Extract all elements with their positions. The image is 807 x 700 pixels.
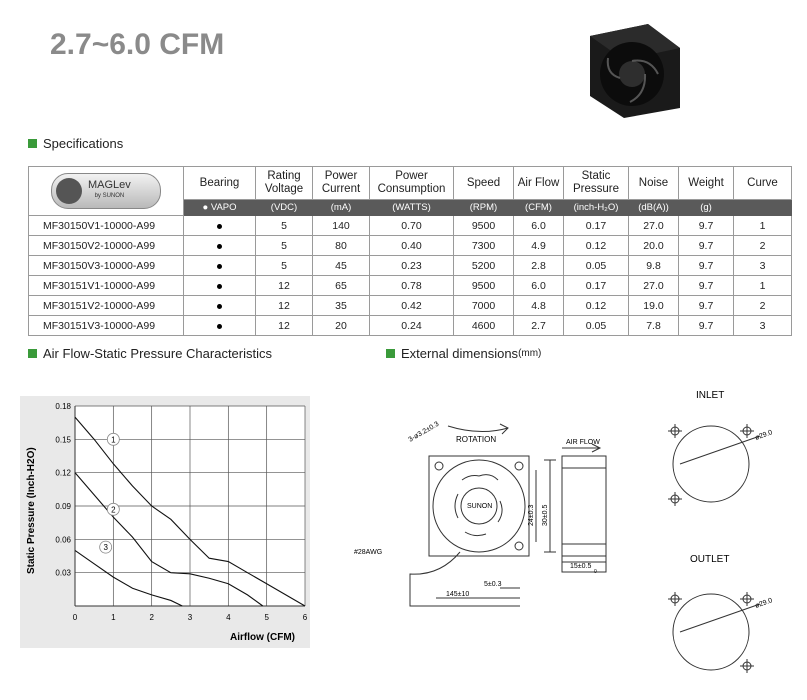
x-tick-label: 2 — [149, 613, 154, 622]
maglev-logo: MAGLev by SUNON — [29, 167, 184, 216]
y-tick-label: 0.15 — [55, 435, 71, 445]
outlet-view — [668, 592, 760, 673]
rotation-label: ROTATION — [456, 435, 497, 444]
bearing-dot-icon — [217, 324, 222, 329]
lead-length-dim: 145±10 — [446, 591, 470, 598]
curve-marker-label: 2 — [111, 505, 116, 515]
y-tick-label: 0.09 — [55, 502, 71, 511]
inlet-diameter: ø29.0 — [754, 429, 774, 442]
pressure-cell: 0.12 — [564, 236, 629, 256]
bearing-dot-icon — [217, 304, 222, 309]
airflow-cell: 2.8 — [514, 256, 564, 276]
noise-cell: 7.8 — [629, 316, 679, 336]
current-cell: 140 — [313, 216, 370, 236]
current-cell: 45 — [313, 256, 370, 276]
bearing-cell — [184, 236, 256, 256]
weight-cell: 9.7 — [679, 256, 734, 276]
strip-length-dim: 5±0.3 — [484, 581, 502, 588]
hole-dimension: 3-ø3.2±0.3 — [407, 420, 441, 444]
thickness-tolerance: 0 — [594, 569, 597, 575]
table-row — [29, 296, 792, 316]
table-row — [29, 276, 792, 296]
model-cell: MF30151V1-10000-A99 — [29, 276, 184, 296]
unit-power: (WATTS) — [370, 200, 454, 216]
bearing-cell — [184, 276, 256, 296]
x-axis-label: Airflow (CFM) — [230, 632, 295, 643]
y-axis-label: Static Pressure (Inch-H2O) — [26, 447, 37, 574]
table-row — [29, 236, 792, 256]
unit-speed: (RPM) — [454, 200, 514, 216]
bearing-dot-icon — [217, 264, 222, 269]
speed-cell: 7300 — [454, 236, 514, 256]
current-cell: 65 — [313, 276, 370, 296]
bearing-dot-icon — [217, 244, 222, 249]
y-tick-label: 0.12 — [55, 468, 71, 478]
unit-airflow: (CFM) — [514, 200, 564, 216]
voltage-cell: 12 — [256, 316, 313, 336]
y-tick-label: 0.18 — [55, 402, 71, 411]
bullet-square-icon — [28, 349, 37, 358]
header-weight: Weight — [679, 167, 734, 200]
speed-cell: 5200 — [454, 256, 514, 276]
x-tick-label: 0 — [72, 613, 78, 622]
y-tick-label: 0.03 — [55, 568, 71, 578]
header-pressure: Static Pressure — [564, 167, 629, 200]
header-airflow: Air Flow — [514, 167, 564, 200]
external-heading: External dimensions (mm) — [386, 346, 541, 361]
bearing-cell — [184, 316, 256, 336]
power-cell: 0.23 — [370, 256, 454, 276]
weight-cell: 9.7 — [679, 276, 734, 296]
frame-size-dim: 30±0.5 — [542, 504, 549, 526]
outlet-diameter: ø29.0 — [754, 597, 774, 610]
current-cell: 35 — [313, 296, 370, 316]
airflow-cell: 2.7 — [514, 316, 564, 336]
fan-product-image — [580, 18, 690, 122]
power-cell: 0.70 — [370, 216, 454, 236]
bullet-square-icon — [386, 349, 395, 358]
noise-cell: 27.0 — [629, 276, 679, 296]
x-tick-label: 4 — [226, 613, 231, 622]
unit-curve — [734, 200, 792, 216]
unit-voltage: (VDC) — [256, 200, 313, 216]
airflow-cell: 6.0 — [514, 216, 564, 236]
noise-cell: 19.0 — [629, 296, 679, 316]
outlet-label: OUTLET — [690, 554, 730, 565]
current-cell: 80 — [313, 236, 370, 256]
header-speed: Speed — [454, 167, 514, 200]
speed-cell: 7000 — [454, 296, 514, 316]
curve-cell: 2 — [734, 296, 792, 316]
noise-cell: 20.0 — [629, 236, 679, 256]
weight-cell: 9.7 — [679, 236, 734, 256]
wire-gauge-label: #28AWG — [354, 549, 383, 556]
model-cell: MF30151V3-10000-A99 — [29, 316, 184, 336]
inlet-label: INLET — [696, 390, 725, 401]
fan-brand-label: SUNON — [467, 503, 493, 510]
fan-side-view — [562, 444, 606, 572]
header-curve: Curve — [734, 167, 792, 200]
voltage-cell: 5 — [256, 216, 313, 236]
power-cell: 0.78 — [370, 276, 454, 296]
y-tick-label: 0.06 — [55, 535, 71, 545]
inlet-view — [668, 424, 760, 506]
speed-cell: 9500 — [454, 216, 514, 236]
noise-cell: 9.8 — [629, 256, 679, 276]
model-cell: MF30150V3-10000-A99 — [29, 256, 184, 276]
pressure-cell: 0.17 — [564, 276, 629, 296]
x-tick-label: 5 — [264, 613, 269, 622]
bearing-cell — [184, 296, 256, 316]
fan-logo-icon — [56, 178, 82, 204]
bearing-dot-icon — [217, 224, 222, 229]
specifications-heading: Specifications — [28, 136, 123, 151]
header-noise: Noise — [629, 167, 679, 200]
curve-cell: 1 — [734, 276, 792, 296]
external-dimensions-drawing — [340, 376, 807, 700]
curve-cell: 1 — [734, 216, 792, 236]
weight-cell: 9.7 — [679, 316, 734, 336]
header-bearing: Bearing — [184, 167, 256, 200]
speed-cell: 4600 — [454, 316, 514, 336]
table-row — [29, 216, 792, 236]
unit-pressure: (inch-H₂O) — [564, 200, 629, 216]
curve-cell: 3 — [734, 256, 792, 276]
weight-cell: 9.7 — [679, 216, 734, 236]
power-cell: 0.40 — [370, 236, 454, 256]
pressure-cell: 0.17 — [564, 216, 629, 236]
power-cell: 0.42 — [370, 296, 454, 316]
power-cell: 0.24 — [370, 316, 454, 336]
model-cell: MF30151V2-10000-A99 — [29, 296, 184, 316]
hole-spacing-dim: 24±0.3 — [528, 504, 535, 526]
airflow-heading: Air Flow-Static Pressure Characteristics — [28, 346, 272, 361]
unit-bearing: ● VAPO — [184, 200, 256, 216]
bearing-cell — [184, 256, 256, 276]
table-row — [29, 256, 792, 276]
weight-cell: 9.7 — [679, 296, 734, 316]
thickness-dim: 15±0.5 — [570, 563, 592, 570]
bullet-square-icon — [28, 139, 37, 148]
curve-cell: 2 — [734, 236, 792, 256]
curve-marker-label: 1 — [111, 435, 116, 445]
header-voltage: Rating Voltage — [256, 167, 313, 200]
airflow-cell: 4.9 — [514, 236, 564, 256]
pressure-cell: 0.05 — [564, 316, 629, 336]
voltage-cell: 5 — [256, 236, 313, 256]
model-cell: MF30150V1-10000-A99 — [29, 216, 184, 236]
x-tick-label: 6 — [302, 613, 308, 622]
curve-marker-label: 3 — [103, 543, 108, 553]
pressure-cell: 0.05 — [564, 256, 629, 276]
noise-cell: 27.0 — [629, 216, 679, 236]
bearing-cell — [184, 216, 256, 236]
pressure-cell: 0.12 — [564, 296, 629, 316]
voltage-cell: 12 — [256, 296, 313, 316]
current-cell: 20 — [313, 316, 370, 336]
x-tick-label: 1 — [111, 613, 116, 622]
voltage-cell: 12 — [256, 276, 313, 296]
unit-noise: (dB(A)) — [629, 200, 679, 216]
voltage-cell: 5 — [256, 256, 313, 276]
model-cell: MF30150V2-10000-A99 — [29, 236, 184, 256]
speed-cell: 9500 — [454, 276, 514, 296]
header-current: Power Current — [313, 167, 370, 200]
x-tick-label: 3 — [187, 613, 193, 622]
airflow-direction-label: AIR FLOW — [566, 439, 600, 446]
unit-current: (mA) — [313, 200, 370, 216]
airflow-pressure-chart — [20, 396, 310, 648]
header-power: Power Consumption — [370, 167, 454, 200]
bearing-dot-icon — [217, 284, 222, 289]
curve-cell: 3 — [734, 316, 792, 336]
table-row — [29, 316, 792, 336]
airflow-cell: 4.8 — [514, 296, 564, 316]
airflow-cell: 6.0 — [514, 276, 564, 296]
spec-table — [28, 166, 792, 336]
spec-header-row — [29, 167, 792, 200]
page-title: 2.7~6.0 CFM — [50, 28, 225, 61]
unit-weight: (g) — [679, 200, 734, 216]
